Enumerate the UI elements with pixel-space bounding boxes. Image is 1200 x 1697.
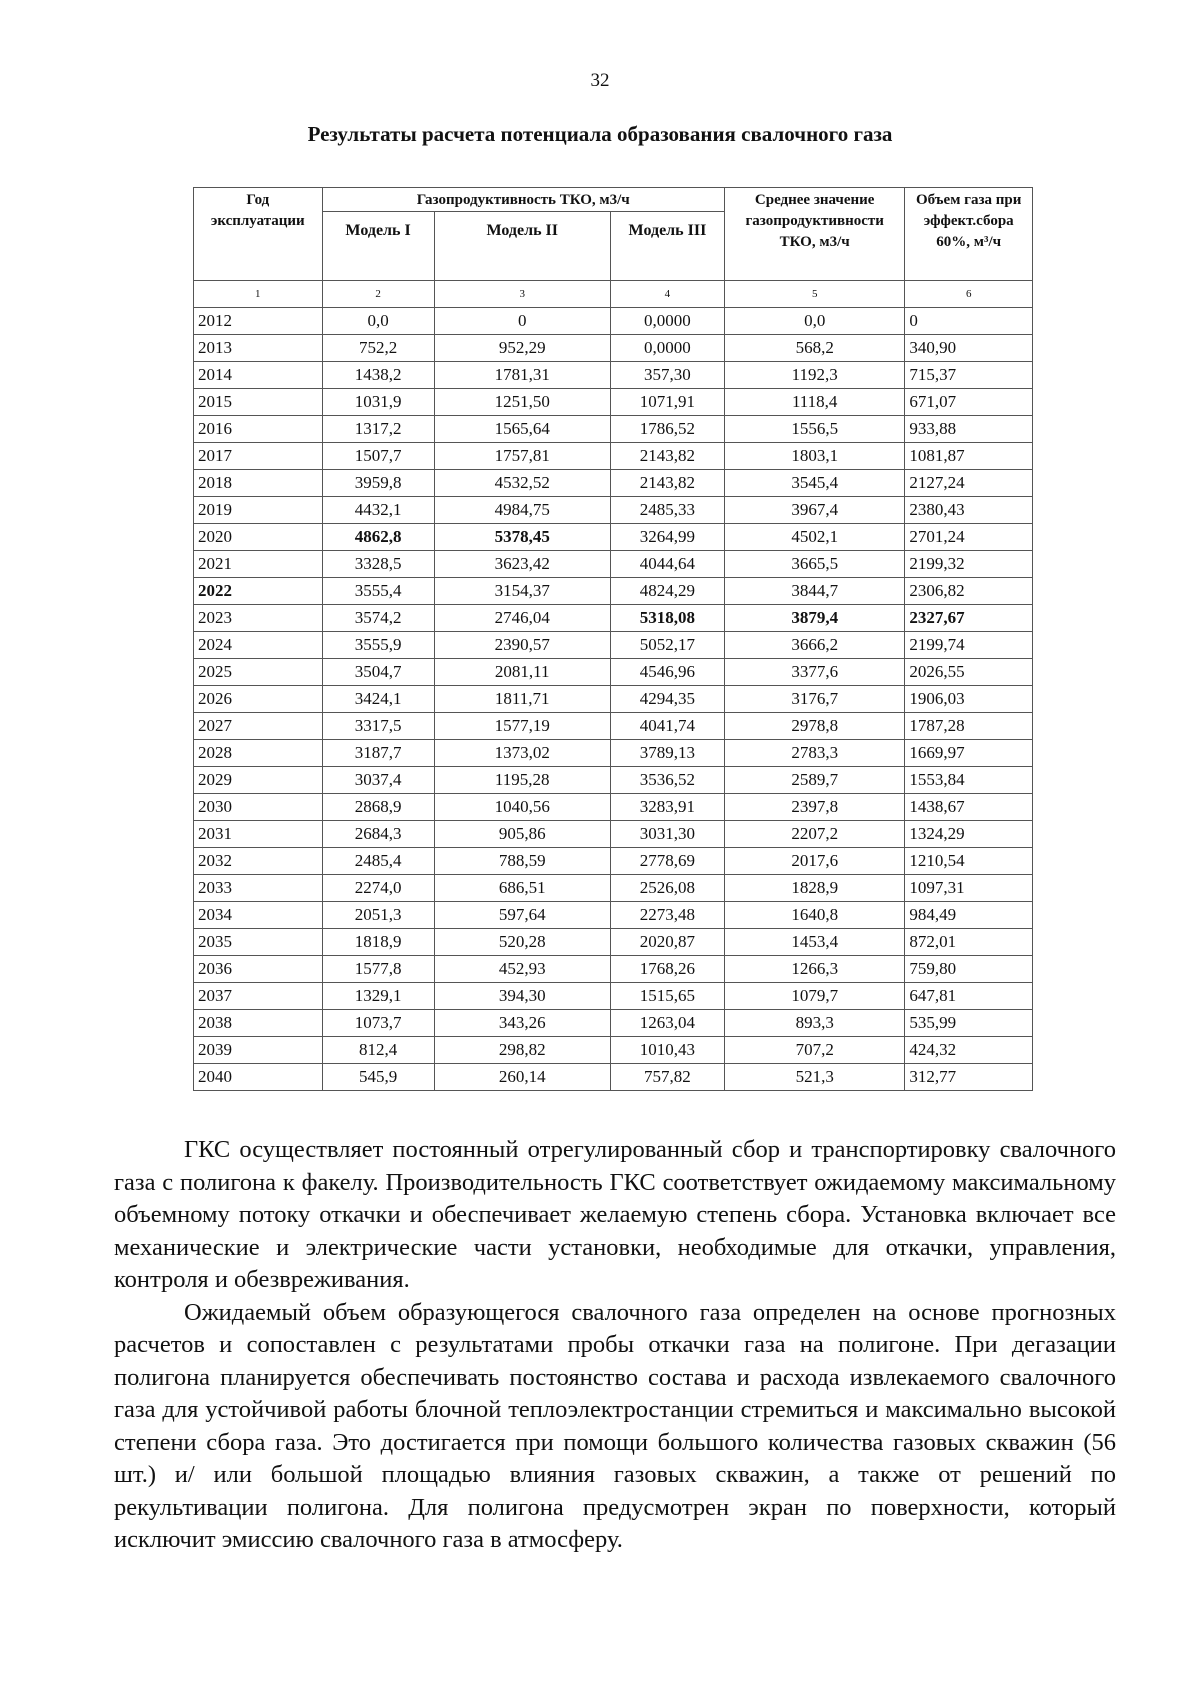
cell-avg: 1118,4 [724,389,904,416]
cell-vol: 312,77 [905,1064,1033,1091]
cell-m3: 2485,33 [610,497,724,524]
table-row [194,443,1033,470]
cell-avg: 1640,8 [724,902,904,929]
cell-m3: 1263,04 [610,1010,724,1037]
cell-m2: 1781,31 [434,362,610,389]
cell-m1: 3187,7 [322,740,434,767]
cell-m1: 2485,4 [322,848,434,875]
table-row [194,389,1033,416]
cell-m2: 343,26 [434,1010,610,1037]
cell-year: 2014 [194,362,323,389]
cell-vol: 2026,55 [905,659,1033,686]
cell-m1: 2051,3 [322,902,434,929]
table-row [194,362,1033,389]
cell-m2: 3623,42 [434,551,610,578]
cell-vol: 872,01 [905,929,1033,956]
cell-m3: 3536,52 [610,767,724,794]
cell-vol: 933,88 [905,416,1033,443]
cell-avg: 2783,3 [724,740,904,767]
cell-m1: 3504,7 [322,659,434,686]
cell-year: 2018 [194,470,323,497]
table-title: Результаты расчета потенциала образования свалочного газа [307,122,893,146]
cell-m1: 1507,7 [322,443,434,470]
cell-year: 2029 [194,767,323,794]
table-row [194,308,1033,335]
table-row [194,1010,1033,1037]
cell-year: 2038 [194,1010,323,1037]
cell-m3: 2143,82 [610,443,724,470]
cell-m1: 3555,9 [322,632,434,659]
cell-avg: 707,2 [724,1037,904,1064]
cell-m3: 4044,64 [610,551,724,578]
column-number: 4 [610,281,724,308]
table-row [194,551,1033,578]
cell-m2: 0 [434,308,610,335]
cell-m2: 952,29 [434,335,610,362]
cell-avg: 1453,4 [724,929,904,956]
cell-year: 2017 [194,443,323,470]
cell-vol: 671,07 [905,389,1033,416]
body-text [114,1134,1116,1557]
cell-m3: 2020,87 [610,929,724,956]
cell-avg: 3665,5 [724,551,904,578]
header-average: Среднее значение газопродуктивности ТКО, м3/ч [724,188,904,281]
cell-m3: 1786,52 [610,416,724,443]
table-row [194,929,1033,956]
cell-m1: 752,2 [322,335,434,362]
table-row [194,902,1033,929]
cell-m1: 4862,8 [322,524,434,551]
cell-m3: 5052,17 [610,632,724,659]
cell-vol: 1906,03 [905,686,1033,713]
cell-m3: 4546,96 [610,659,724,686]
cell-m1: 1438,2 [322,362,434,389]
table-row [194,578,1033,605]
cell-vol: 2701,24 [905,524,1033,551]
column-number-row [194,281,1033,308]
cell-m2: 1811,71 [434,686,610,713]
cell-avg: 3545,4 [724,470,904,497]
table-row [194,632,1033,659]
cell-m3: 0,0000 [610,335,724,362]
cell-m2: 452,93 [434,956,610,983]
cell-m2: 298,82 [434,1037,610,1064]
cell-avg: 1556,5 [724,416,904,443]
cell-avg: 1192,3 [724,362,904,389]
table-row [194,1037,1033,1064]
cell-m3: 2273,48 [610,902,724,929]
cell-m3: 4824,29 [610,578,724,605]
paragraph: Ожидаемый объем образующегося свалочного газа определен на основе прогнозных расчетов и сопоставлен с результатами пробы откачки газа на полигоне. При дегазации полигона планируется обеспечивать постоянство состава и расхода извлекаемого свалочного газа для устойчивой работы блочной теплоэлектростанции стремиться и максимально высокой степени сбора газа. Это достигается при помощи большого количества газовых скважин (56 шт.) и/ или большой площадью влияния газовых скважин, а также от решений по рекультивации полигона. Для полигона предусмотрен экран по поверхности, который исключит эмиссию свалочного газа в атмосферу. [114,1298,1116,1553]
cell-m3: 1768,26 [610,956,724,983]
cell-vol: 759,80 [905,956,1033,983]
cell-year: 2020 [194,524,323,551]
cell-m3: 757,82 [610,1064,724,1091]
cell-year: 2021 [194,551,323,578]
page-number: 32 [590,70,610,91]
cell-m3: 5318,08 [610,605,724,632]
cell-year: 2013 [194,335,323,362]
cell-m1: 1329,1 [322,983,434,1010]
table-row [194,983,1033,1010]
cell-vol: 984,49 [905,902,1033,929]
cell-m2: 1040,56 [434,794,610,821]
cell-vol: 1438,67 [905,794,1033,821]
cell-m3: 3789,13 [610,740,724,767]
cell-m2: 1373,02 [434,740,610,767]
cell-m3: 2778,69 [610,848,724,875]
table-row [194,956,1033,983]
cell-avg: 2397,8 [724,794,904,821]
cell-m2: 1195,28 [434,767,610,794]
cell-avg: 3967,4 [724,497,904,524]
paragraph: ГКС осуществляет постоянный отрегулированный сбор и транспортировку свалочного газа с полигона к факелу. Производительность ГКС соответствует ожидаемому максимальному объемному потоку откачки и обеспечивает желаемую степень сбора. Установка включает все механические и электрические части установки, необходимые для откачки, управления, контроля и обезвреживания. [114,1136,1116,1293]
cell-m2: 1565,64 [434,416,610,443]
gas-potential-table [193,187,1033,1091]
table-row [194,686,1033,713]
cell-m1: 2868,9 [322,794,434,821]
cell-m1: 4432,1 [322,497,434,524]
cell-year: 2028 [194,740,323,767]
cell-avg: 2017,6 [724,848,904,875]
cell-avg: 4502,1 [724,524,904,551]
cell-m2: 4532,52 [434,470,610,497]
cell-avg: 521,3 [724,1064,904,1091]
cell-year: 2040 [194,1064,323,1091]
cell-m1: 2684,3 [322,821,434,848]
cell-m1: 3959,8 [322,470,434,497]
header-volume: Объем газа при эффект.сбора 60%, м³/ч [905,188,1033,281]
cell-m1: 1031,9 [322,389,434,416]
table-row [194,713,1033,740]
header-model-1: Модель I [322,212,434,281]
column-number: 1 [194,281,323,308]
cell-m2: 1577,19 [434,713,610,740]
cell-year: 2031 [194,821,323,848]
cell-year: 2025 [194,659,323,686]
cell-m3: 1010,43 [610,1037,724,1064]
cell-vol: 2199,32 [905,551,1033,578]
cell-m1: 3574,2 [322,605,434,632]
cell-vol: 2380,43 [905,497,1033,524]
table-row [194,659,1033,686]
cell-vol: 2327,67 [905,605,1033,632]
table-row [194,848,1033,875]
cell-year: 2015 [194,389,323,416]
cell-vol: 0 [905,308,1033,335]
cell-m2: 4984,75 [434,497,610,524]
column-number: 5 [724,281,904,308]
cell-year: 2016 [194,416,323,443]
cell-avg: 2207,2 [724,821,904,848]
cell-avg: 0,0 [724,308,904,335]
cell-m2: 1251,50 [434,389,610,416]
cell-vol: 1787,28 [905,713,1033,740]
cell-year: 2026 [194,686,323,713]
cell-m2: 520,28 [434,929,610,956]
cell-m3: 3031,30 [610,821,724,848]
cell-m3: 4041,74 [610,713,724,740]
cell-m1: 3037,4 [322,767,434,794]
cell-m2: 597,64 [434,902,610,929]
cell-year: 2030 [194,794,323,821]
cell-vol: 1324,29 [905,821,1033,848]
cell-avg: 3377,6 [724,659,904,686]
cell-m2: 2390,57 [434,632,610,659]
cell-year: 2034 [194,902,323,929]
table-row [194,1064,1033,1091]
table-row [194,767,1033,794]
cell-year: 2012 [194,308,323,335]
header-model-2: Модель II [434,212,610,281]
cell-year: 2027 [194,713,323,740]
cell-year: 2039 [194,1037,323,1064]
table-row [194,335,1033,362]
cell-m2: 5378,45 [434,524,610,551]
cell-m2: 2081,11 [434,659,610,686]
cell-avg: 3844,7 [724,578,904,605]
cell-m1: 812,4 [322,1037,434,1064]
cell-year: 2022 [194,578,323,605]
cell-m1: 0,0 [322,308,434,335]
cell-vol: 647,81 [905,983,1033,1010]
cell-m1: 1577,8 [322,956,434,983]
cell-m2: 3154,37 [434,578,610,605]
cell-avg: 1266,3 [724,956,904,983]
cell-avg: 3666,2 [724,632,904,659]
cell-m2: 394,30 [434,983,610,1010]
cell-m2: 1757,81 [434,443,610,470]
cell-avg: 3176,7 [724,686,904,713]
cell-year: 2019 [194,497,323,524]
cell-year: 2032 [194,848,323,875]
header-year: Год эксплуатации [194,188,323,281]
cell-vol: 1210,54 [905,848,1033,875]
cell-m3: 2143,82 [610,470,724,497]
cell-m3: 4294,35 [610,686,724,713]
cell-m1: 1818,9 [322,929,434,956]
header-model-3: Модель III [610,212,724,281]
cell-year: 2023 [194,605,323,632]
cell-year: 2037 [194,983,323,1010]
cell-m3: 1515,65 [610,983,724,1010]
cell-m3: 357,30 [610,362,724,389]
table-row [194,416,1033,443]
cell-m1: 1073,7 [322,1010,434,1037]
cell-m3: 3283,91 [610,794,724,821]
table-row [194,524,1033,551]
cell-vol: 535,99 [905,1010,1033,1037]
cell-avg: 2978,8 [724,713,904,740]
cell-year: 2036 [194,956,323,983]
cell-vol: 2306,82 [905,578,1033,605]
header-gas-productivity: Газопродуктивность ТКО, м3/ч [322,188,724,212]
cell-m2: 260,14 [434,1064,610,1091]
cell-m1: 3555,4 [322,578,434,605]
cell-vol: 424,32 [905,1037,1033,1064]
table-row [194,470,1033,497]
cell-m2: 905,86 [434,821,610,848]
cell-vol: 1097,31 [905,875,1033,902]
cell-avg: 893,3 [724,1010,904,1037]
table-row [194,875,1033,902]
cell-avg: 2589,7 [724,767,904,794]
cell-year: 2033 [194,875,323,902]
cell-m2: 2746,04 [434,605,610,632]
cell-m1: 3317,5 [322,713,434,740]
cell-year: 2024 [194,632,323,659]
column-number: 2 [322,281,434,308]
table-row [194,794,1033,821]
cell-avg: 1828,9 [724,875,904,902]
cell-m3: 3264,99 [610,524,724,551]
cell-vol: 1553,84 [905,767,1033,794]
table-row [194,605,1033,632]
table-row [194,497,1033,524]
column-number: 6 [905,281,1033,308]
cell-m1: 545,9 [322,1064,434,1091]
cell-vol: 1669,97 [905,740,1033,767]
cell-m1: 2274,0 [322,875,434,902]
cell-m1: 3328,5 [322,551,434,578]
cell-avg: 1803,1 [724,443,904,470]
cell-vol: 1081,87 [905,443,1033,470]
cell-avg: 568,2 [724,335,904,362]
cell-m1: 1317,2 [322,416,434,443]
cell-year: 2035 [194,929,323,956]
column-number: 3 [434,281,610,308]
table-row [194,821,1033,848]
cell-m3: 1071,91 [610,389,724,416]
cell-m3: 0,0000 [610,308,724,335]
cell-vol: 715,37 [905,362,1033,389]
table-row [194,740,1033,767]
cell-m3: 2526,08 [610,875,724,902]
cell-m2: 686,51 [434,875,610,902]
cell-vol: 2199,74 [905,632,1033,659]
cell-avg: 3879,4 [724,605,904,632]
cell-vol: 340,90 [905,335,1033,362]
cell-avg: 1079,7 [724,983,904,1010]
cell-vol: 2127,24 [905,470,1033,497]
cell-m1: 3424,1 [322,686,434,713]
cell-m2: 788,59 [434,848,610,875]
